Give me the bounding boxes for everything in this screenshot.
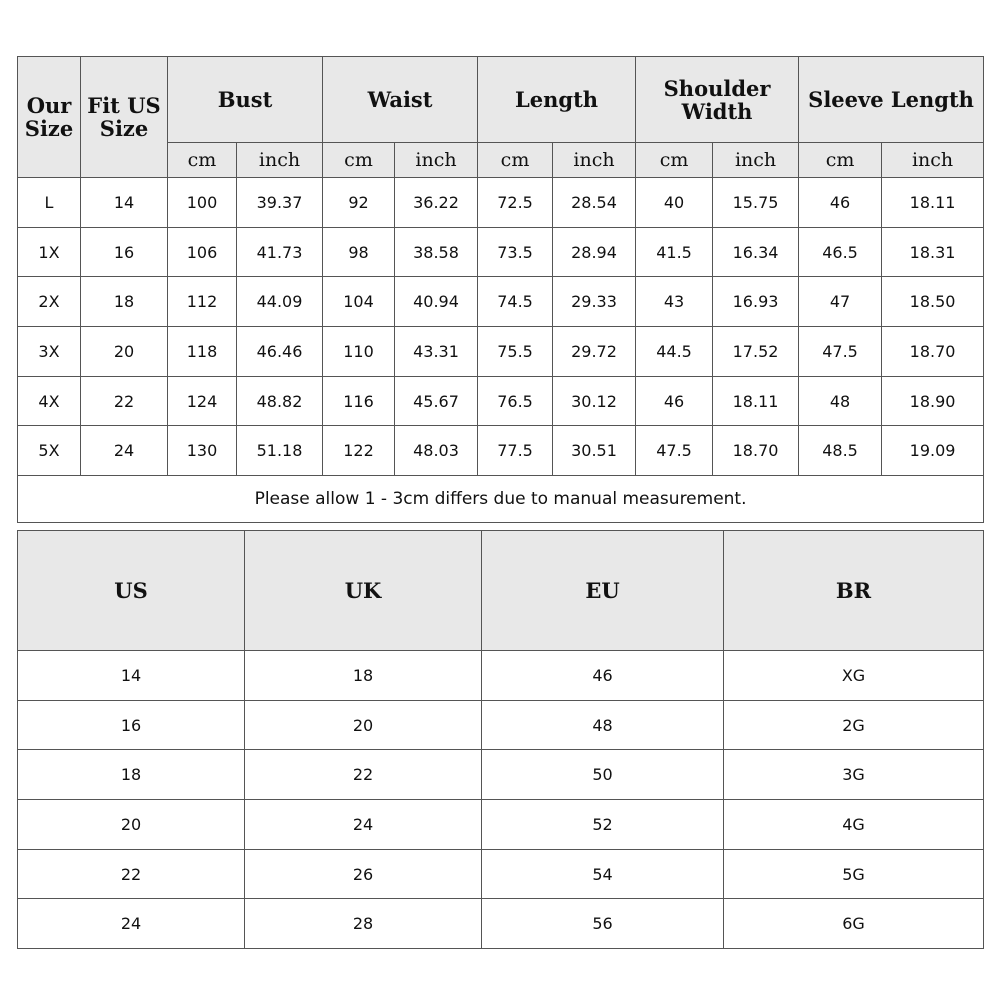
table-cell: 47.5 [636,426,713,476]
table-row [18,178,984,228]
table-row [18,327,984,377]
table-cell: 17.52 [713,327,799,377]
table-cell: 130 [168,426,237,476]
table-cell: 48.03 [395,426,478,476]
table-cell: 24 [18,899,245,949]
header-shoulder-width: Shoulder Width [636,57,799,143]
table-cell: 73.5 [478,227,553,277]
header-waist: Waist [323,57,478,143]
table-row [18,651,984,701]
table-cell: 3G [724,750,984,800]
table-cell: 30.51 [553,426,636,476]
size-conversion-table [17,530,984,949]
table-cell: 16.34 [713,227,799,277]
unit-header: cm [323,143,395,178]
table-cell: 106 [168,227,237,277]
table-cell: 6G [724,899,984,949]
header-row [18,531,984,651]
table-row [18,700,984,750]
table-cell: 24 [81,426,168,476]
table-cell: 26 [245,849,482,899]
table-cell: 48 [799,376,882,426]
unit-header: inch [713,143,799,178]
table-row [18,750,984,800]
table-cell: 48 [482,700,724,750]
table-cell: 76.5 [478,376,553,426]
unit-header: inch [882,143,984,178]
table-cell: 22 [18,849,245,899]
table-cell: 15.75 [713,178,799,228]
table-cell: 20 [81,327,168,377]
table-cell: 18.11 [713,376,799,426]
table-cell: 40.94 [395,277,478,327]
unit-header: cm [636,143,713,178]
header-us: US [18,531,245,651]
table-cell: 5X [18,426,81,476]
table-cell: 3X [18,327,81,377]
table-cell: 18 [18,750,245,800]
table-cell: 28.94 [553,227,636,277]
table-cell: 98 [323,227,395,277]
table-cell: 18.70 [713,426,799,476]
table-cell: 36.22 [395,178,478,228]
unit-header: cm [168,143,237,178]
unit-header: inch [553,143,636,178]
table-row [18,849,984,899]
table-cell: 30.12 [553,376,636,426]
table-cell: 1X [18,227,81,277]
table-cell: 16 [18,700,245,750]
table-cell: 116 [323,376,395,426]
table-cell: 18 [245,651,482,701]
table-cell: 112 [168,277,237,327]
table-cell: 5G [724,849,984,899]
table-cell: 44.09 [237,277,323,327]
table-cell: 43 [636,277,713,327]
table-cell: 46 [636,376,713,426]
header-uk: UK [245,531,482,651]
table-cell: 29.72 [553,327,636,377]
table-cell: 18.70 [882,327,984,377]
table-cell: 118 [168,327,237,377]
table-cell: 46 [482,651,724,701]
table-cell: 45.67 [395,376,478,426]
size-chart-table [17,56,984,523]
table-cell: 16.93 [713,277,799,327]
table-cell: 46.46 [237,327,323,377]
table-cell: 38.58 [395,227,478,277]
table-row [18,800,984,850]
table-cell: 52 [482,800,724,850]
table-cell: 2G [724,700,984,750]
measurement-note: Please allow 1 - 3cm differs due to manual measurement. [18,476,984,523]
table-cell: 56 [482,899,724,949]
table-row [18,227,984,277]
table-cell: 24 [245,800,482,850]
table-cell: 74.5 [478,277,553,327]
header-eu: EU [482,531,724,651]
table-row [18,277,984,327]
table-cell: 22 [81,376,168,426]
table-cell: 18.90 [882,376,984,426]
table-cell: 20 [18,800,245,850]
table-cell: 41.73 [237,227,323,277]
table-cell: 72.5 [478,178,553,228]
table-cell: 46.5 [799,227,882,277]
table-cell: XG [724,651,984,701]
table-cell: 92 [323,178,395,228]
table-cell: 18 [81,277,168,327]
unit-header: cm [478,143,553,178]
table-cell: 20 [245,700,482,750]
table-cell: 28 [245,899,482,949]
table-cell: 47 [799,277,882,327]
table-cell: 16 [81,227,168,277]
table-row [18,426,984,476]
header-length: Length [478,57,636,143]
table-cell: 77.5 [478,426,553,476]
unit-header: cm [799,143,882,178]
table-cell: 22 [245,750,482,800]
table-cell: 4X [18,376,81,426]
table-cell: 124 [168,376,237,426]
table-cell: 48.5 [799,426,882,476]
table-cell: 14 [18,651,245,701]
header-br: BR [724,531,984,651]
table-cell: 122 [323,426,395,476]
table-cell: 19.09 [882,426,984,476]
table-cell: 50 [482,750,724,800]
table-cell: 28.54 [553,178,636,228]
unit-header: inch [237,143,323,178]
table-cell: 46 [799,178,882,228]
table-cell: 48.82 [237,376,323,426]
table-cell: 110 [323,327,395,377]
table-cell: 14 [81,178,168,228]
note-row [18,476,984,523]
header-sleeve-length: Sleeve Length [799,57,984,143]
table-cell: 4G [724,800,984,850]
table-cell: 18.11 [882,178,984,228]
table-cell: L [18,178,81,228]
header-row [18,57,984,143]
table-cell: 40 [636,178,713,228]
table-cell: 29.33 [553,277,636,327]
table-cell: 18.31 [882,227,984,277]
table-cell: 44.5 [636,327,713,377]
table-cell: 54 [482,849,724,899]
header-bust: Bust [168,57,323,143]
table-row [18,376,984,426]
header-fit-us-size: Fit US Size [81,57,168,178]
table-cell: 43.31 [395,327,478,377]
table-cell: 18.50 [882,277,984,327]
table-cell: 100 [168,178,237,228]
header-our-size: Our Size [18,57,81,178]
table-cell: 104 [323,277,395,327]
table-cell: 41.5 [636,227,713,277]
table-cell: 51.18 [237,426,323,476]
table-cell: 2X [18,277,81,327]
table-cell: 75.5 [478,327,553,377]
table-cell: 39.37 [237,178,323,228]
table-cell: 47.5 [799,327,882,377]
unit-header: inch [395,143,478,178]
table-row [18,899,984,949]
